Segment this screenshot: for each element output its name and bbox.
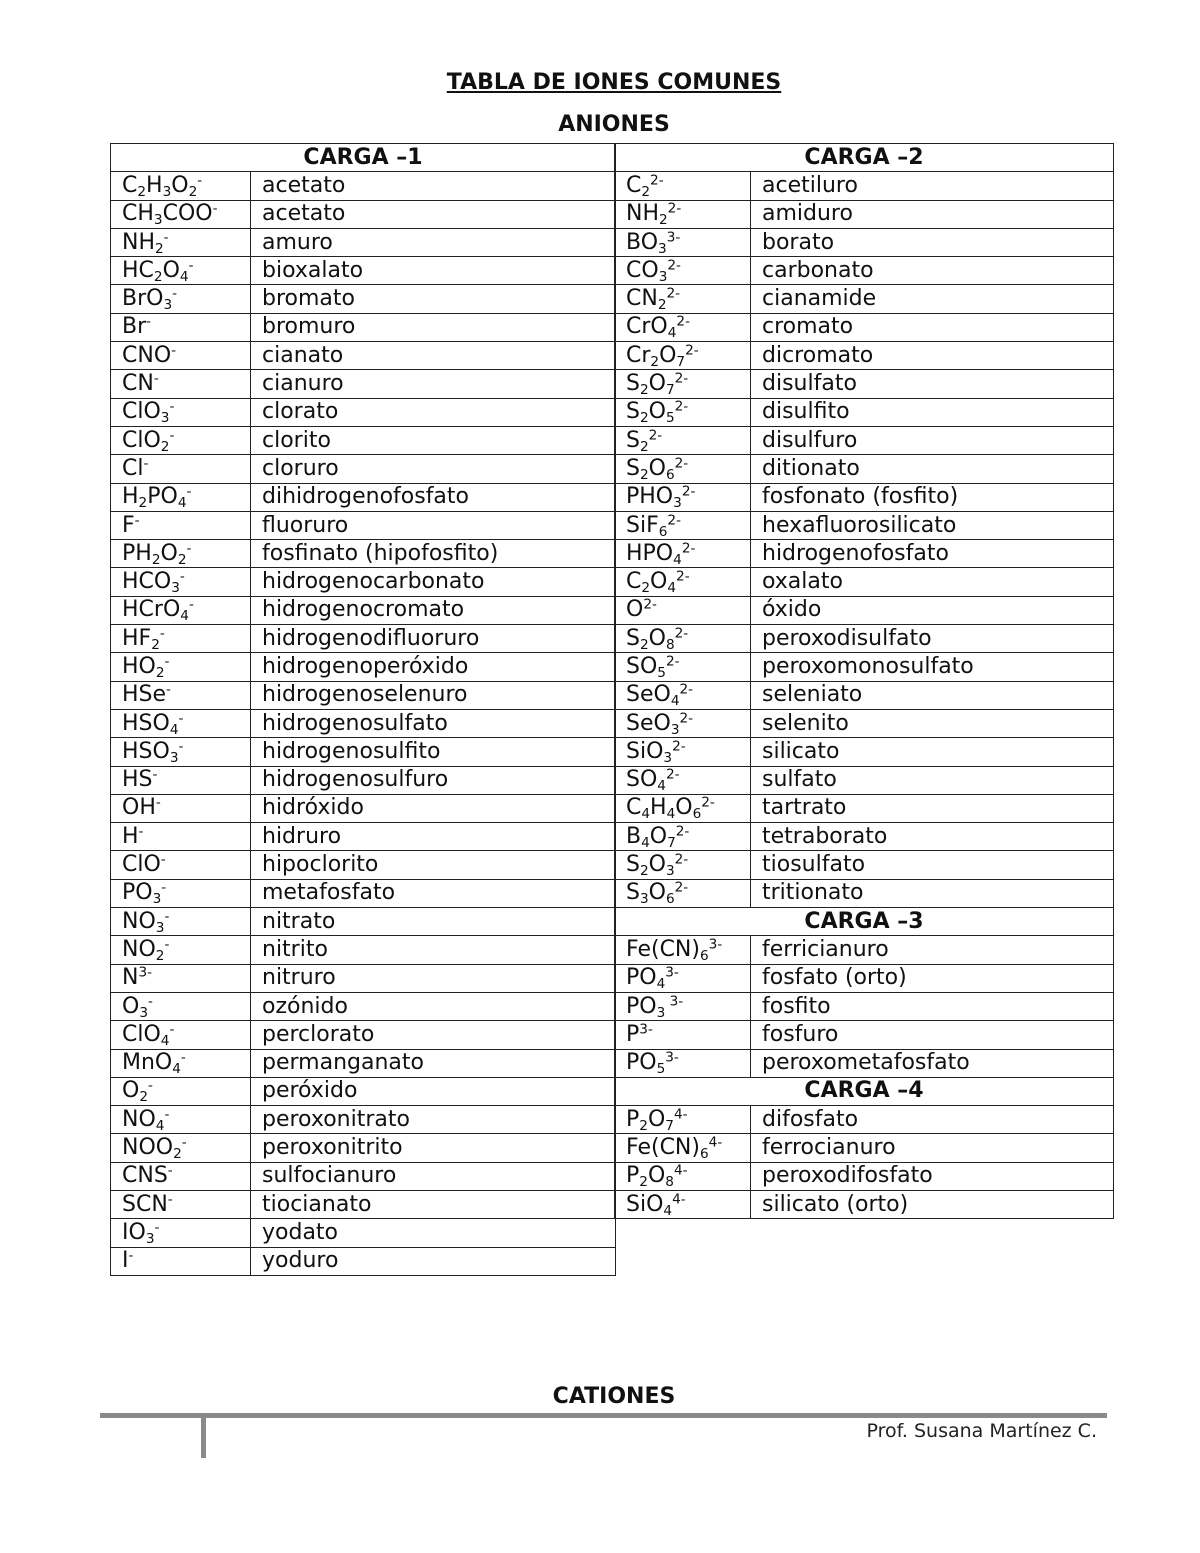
charge-header: CARGA –3 xyxy=(615,908,1114,936)
table-row xyxy=(111,342,616,370)
table-row xyxy=(111,1049,616,1077)
table-row xyxy=(111,625,616,653)
ion-name: nitrato xyxy=(251,908,616,936)
table-row xyxy=(615,1190,1114,1218)
ion-name: clorito xyxy=(251,426,616,454)
charge-header: CARGA –4 xyxy=(615,1077,1114,1105)
ion-name: ozónido xyxy=(251,992,616,1020)
table-row xyxy=(615,964,1114,992)
table-row xyxy=(111,709,616,737)
table-row xyxy=(111,653,616,681)
charge-header-row xyxy=(111,144,616,172)
table-row xyxy=(615,200,1114,228)
ion-name: peroxomonosulfato xyxy=(751,653,1114,681)
ion-name: fluoruro xyxy=(251,511,616,539)
ion-name: cianato xyxy=(251,342,616,370)
table-row xyxy=(111,370,616,398)
table-row xyxy=(615,568,1114,596)
table-row xyxy=(615,681,1114,709)
ion-name: disulfito xyxy=(751,398,1114,426)
ion-name: hipoclorito xyxy=(251,851,616,879)
table-row xyxy=(615,455,1114,483)
ion-formula: MnO$_4$- xyxy=(111,1049,251,1077)
table-row xyxy=(615,257,1114,285)
ion-name: amuro xyxy=(251,228,616,256)
ion-formula: $S_2O_7^{2-}$ xyxy=(615,370,751,398)
table-row xyxy=(111,1190,616,1218)
page-title: TABLA DE IONES COMUNES xyxy=(446,70,782,95)
ion-name: acetato xyxy=(251,200,616,228)
ion-formula: $P_2O_8^{4-}$ xyxy=(615,1162,751,1190)
anion-table-charge-2-3-4 xyxy=(614,143,1114,1219)
ion-name: disulfato xyxy=(751,370,1114,398)
ion-name: tiocianato xyxy=(251,1190,616,1218)
table-row xyxy=(111,851,616,879)
table-row xyxy=(111,398,616,426)
ion-name: hidróxido xyxy=(251,794,616,822)
ion-name: hidrogenosulfuro xyxy=(251,766,616,794)
ion-name: ditionato xyxy=(751,455,1114,483)
ion-formula: $NO_2^-$ xyxy=(111,936,251,964)
ion-formula: OH- xyxy=(111,794,251,822)
ion-formula: $P^{3-}$ xyxy=(615,1021,751,1049)
ion-formula: $S_2O_8^{2-}$ xyxy=(615,625,751,653)
ion-name: dihidrogenofosfato xyxy=(251,483,616,511)
ion-name: nitruro xyxy=(251,964,616,992)
ion-formula: $CN_2^{2-}$ xyxy=(615,285,751,313)
table-row xyxy=(615,228,1114,256)
ion-name: fosfinato (hipofosfito) xyxy=(251,540,616,568)
ion-formula: $NOO_2^-$ xyxy=(111,1134,251,1162)
table-row xyxy=(111,200,616,228)
ion-name: tiosulfato xyxy=(751,851,1114,879)
table-row xyxy=(111,426,616,454)
table-row xyxy=(615,313,1114,341)
anion-table-charge-1 xyxy=(110,143,616,1276)
ion-formula: $S_2O_5^{2-}$ xyxy=(615,398,751,426)
ion-name: metafosfato xyxy=(251,879,616,907)
ion-name: selenito xyxy=(751,709,1114,737)
ion-name: hidrogenofosfato xyxy=(751,540,1114,568)
ion-formula: SiO$_4^{4-}$ xyxy=(615,1190,751,1218)
ion-name: sulfato xyxy=(751,766,1114,794)
table-row xyxy=(615,370,1114,398)
table-row xyxy=(111,285,616,313)
table-row xyxy=(615,172,1114,200)
table-row xyxy=(111,228,616,256)
ion-formula: $C_2H_3O_2^-$ xyxy=(111,172,251,200)
ion-name: cromato xyxy=(751,313,1114,341)
table-row xyxy=(111,879,616,907)
table-row xyxy=(111,1021,616,1049)
ion-name: silicato (orto) xyxy=(751,1190,1114,1218)
ion-name: ferricianuro xyxy=(751,936,1114,964)
table-row xyxy=(615,653,1114,681)
ion-name: fosfato (orto) xyxy=(751,964,1114,992)
ion-name: sulfocianuro xyxy=(251,1162,616,1190)
table-row xyxy=(615,823,1114,851)
ion-name: cianuro xyxy=(251,370,616,398)
ion-formula: $Cr_2O_7^{2-}$ xyxy=(615,342,751,370)
ion-formula: $PO_3$ $^{3-}$ xyxy=(615,992,751,1020)
ion-formula: $HC_2O_4^-$ xyxy=(111,257,251,285)
ion-formula: $HPO_4^{2-}$ xyxy=(615,540,751,568)
ion-name: difosfato xyxy=(751,1106,1114,1134)
ion-name: hidrogenoperóxido xyxy=(251,653,616,681)
ion-formula: $B_4O_7^{2-}$ xyxy=(615,823,751,851)
ion-formula: $PH_2O_2^-$ xyxy=(111,540,251,568)
ion-name: borato xyxy=(751,228,1114,256)
table-row xyxy=(111,738,616,766)
ion-formula: $HF_2^-$ xyxy=(111,625,251,653)
ion-formula: CNS- xyxy=(111,1162,251,1190)
ion-name: seleniato xyxy=(751,681,1114,709)
table-row xyxy=(111,908,616,936)
table-row xyxy=(615,1106,1114,1134)
ion-formula: $HSO_3^-$ xyxy=(111,738,251,766)
charge-header-row xyxy=(615,1077,1114,1105)
ion-formula: $HCO_3^-$ xyxy=(111,568,251,596)
ion-name: acetato xyxy=(251,172,616,200)
table-row xyxy=(111,964,616,992)
ion-name: hidruro xyxy=(251,823,616,851)
table-row xyxy=(615,709,1114,737)
ion-formula: $S_2O_6^{2-}$ xyxy=(615,455,751,483)
table-row xyxy=(111,794,616,822)
ion-name: fosfito xyxy=(751,992,1114,1020)
table-row xyxy=(111,681,616,709)
ion-formula: $NH_2^{2-}$ xyxy=(615,200,751,228)
ion-name: yoduro xyxy=(251,1247,616,1275)
table-row xyxy=(111,1162,616,1190)
ion-name: bioxalato xyxy=(251,257,616,285)
ion-name: fosfonato (fosfito) xyxy=(751,483,1114,511)
ion-formula: HSe- xyxy=(111,681,251,709)
ion-formula: CN- xyxy=(111,370,251,398)
ion-name: hidrogenocarbonato xyxy=(251,568,616,596)
ion-name: dicromato xyxy=(751,342,1114,370)
ion-formula: I- xyxy=(111,1247,251,1275)
ion-formula: $Fe(CN)_6^{4-}$ xyxy=(615,1134,751,1162)
charge-header: CARGA –1 xyxy=(111,144,616,172)
ion-name: cianamide xyxy=(751,285,1114,313)
ion-formula: ClO$_4$- xyxy=(111,1021,251,1049)
table-row xyxy=(615,625,1114,653)
table-row xyxy=(615,540,1114,568)
ion-formula: SiO$_3^{2-}$ xyxy=(615,738,751,766)
ion-formula: $PHO_3^{2-}$ xyxy=(615,483,751,511)
ion-formula: $P_2O_7^{4-}$ xyxy=(615,1106,751,1134)
ion-formula: $HO_2^-$ xyxy=(111,653,251,681)
ion-formula: $S_2O_3^{2-}$ xyxy=(615,851,751,879)
ion-name: clorato xyxy=(251,398,616,426)
ion-formula: F- xyxy=(111,511,251,539)
table-row xyxy=(111,257,616,285)
ion-name: hidrogenocromato xyxy=(251,596,616,624)
ion-name: bromuro xyxy=(251,313,616,341)
ion-formula: $NO_3^-$ xyxy=(111,908,251,936)
table-row xyxy=(111,511,616,539)
ion-formula: $S_2^{2-}$ xyxy=(615,426,751,454)
ion-name: silicato xyxy=(751,738,1114,766)
table-row xyxy=(111,455,616,483)
ion-formula: $S_3O_6^{2-}$ xyxy=(615,879,751,907)
ion-name: ferrocianuro xyxy=(751,1134,1114,1162)
ion-formula: CrO$_4^{2-}$ xyxy=(615,313,751,341)
ion-formula: $C_2O_4^{2-}$ xyxy=(615,568,751,596)
ion-name: peroxonitrito xyxy=(251,1134,616,1162)
ion-name: peroxometafosfato xyxy=(751,1049,1114,1077)
ion-name: hexafluorosilicato xyxy=(751,511,1114,539)
charge-header-row xyxy=(615,908,1114,936)
ion-formula: Cl- xyxy=(111,455,251,483)
table-row xyxy=(111,823,616,851)
ion-name: fosfuro xyxy=(751,1021,1114,1049)
table-row xyxy=(111,172,616,200)
table-row xyxy=(615,738,1114,766)
table-row xyxy=(111,992,616,1020)
table-row xyxy=(111,483,616,511)
table-row xyxy=(111,1077,616,1105)
charge-header: CARGA –2 xyxy=(615,144,1114,172)
section-title-cationes: CATIONES xyxy=(552,1384,676,1409)
table-row xyxy=(615,285,1114,313)
table-row xyxy=(615,342,1114,370)
footer-author: Prof. Susana Martínez C. xyxy=(866,1420,1097,1442)
section-title-aniones: ANIONES xyxy=(558,112,670,137)
ion-formula: $SO_5^{2-}$ xyxy=(615,653,751,681)
ion-formula: $NH_2^-$ xyxy=(111,228,251,256)
ion-formula: $C_2^{2-}$ xyxy=(615,172,751,200)
ion-formula: $Fe(CN)_6^{3-}$ xyxy=(615,936,751,964)
table-row xyxy=(615,511,1114,539)
ion-name: tritionato xyxy=(751,879,1114,907)
charge-header-row xyxy=(615,144,1114,172)
table-row xyxy=(111,936,616,964)
ion-name: nitrito xyxy=(251,936,616,964)
table-row xyxy=(111,1219,616,1247)
table-row xyxy=(615,1134,1114,1162)
table-row xyxy=(615,1162,1114,1190)
ion-name: peroxodifosfato xyxy=(751,1162,1114,1190)
ion-name: peroxodisulfato xyxy=(751,625,1114,653)
ion-name: permanganato xyxy=(251,1049,616,1077)
table-row xyxy=(615,426,1114,454)
table-row xyxy=(615,992,1114,1020)
table-row xyxy=(111,1247,616,1275)
table-row xyxy=(615,851,1114,879)
ion-name: yodato xyxy=(251,1219,616,1247)
ion-name: hidrogenosulfato xyxy=(251,709,616,737)
table-row xyxy=(111,596,616,624)
ion-name: hidrogenosulfito xyxy=(251,738,616,766)
ion-formula: HCrO$_4$- xyxy=(111,596,251,624)
ion-name: disulfuro xyxy=(751,426,1114,454)
ion-formula: $CO_3^{2-}$ xyxy=(615,257,751,285)
table-row xyxy=(615,1049,1114,1077)
ion-formula: $PO_3^-$ xyxy=(111,879,251,907)
ion-formula: SeO$_3^{2-}$ xyxy=(615,709,751,737)
ion-formula: SeO$_4^{2-}$ xyxy=(615,681,751,709)
ion-formula: ClO$_2$- xyxy=(111,426,251,454)
ion-formula: $PO_4^{3-}$ xyxy=(615,964,751,992)
table-row xyxy=(615,398,1114,426)
ion-name: peróxido xyxy=(251,1077,616,1105)
ion-formula: $O_3^-$ xyxy=(111,992,251,1020)
ion-formula: ClO- xyxy=(111,851,251,879)
table-row xyxy=(615,879,1114,907)
ion-formula: $BO_3^{3-}$ xyxy=(615,228,751,256)
table-row xyxy=(615,1021,1114,1049)
ion-name: oxalato xyxy=(751,568,1114,596)
table-row xyxy=(615,936,1114,964)
table-row xyxy=(111,568,616,596)
ion-formula: ClO$_3$- xyxy=(111,398,251,426)
table-row xyxy=(615,483,1114,511)
ion-formula: $PO_5^{3-}$ xyxy=(615,1049,751,1077)
ion-name: óxido xyxy=(751,596,1114,624)
ion-name: perclorato xyxy=(251,1021,616,1049)
ion-name: peroxonitrato xyxy=(251,1106,616,1134)
table-row xyxy=(615,794,1114,822)
ion-name: amiduro xyxy=(751,200,1114,228)
table-row xyxy=(111,313,616,341)
ion-formula: SCN- xyxy=(111,1190,251,1218)
ion-name: cloruro xyxy=(251,455,616,483)
table-row xyxy=(111,1106,616,1134)
table-row xyxy=(111,1134,616,1162)
ion-name: tartrato xyxy=(751,794,1114,822)
ion-formula: $N^{3-}$ xyxy=(111,964,251,992)
ion-name: bromato xyxy=(251,285,616,313)
ion-formula: BrO$_3$- xyxy=(111,285,251,313)
ion-formula: H- xyxy=(111,823,251,851)
table-row xyxy=(615,596,1114,624)
ion-formula: $C_4H_4O_6^{2-}$ xyxy=(615,794,751,822)
ion-formula: HS- xyxy=(111,766,251,794)
table-row xyxy=(111,766,616,794)
table-row xyxy=(111,540,616,568)
ion-formula: $IO_3^-$ xyxy=(111,1219,251,1247)
ion-formula: $O_2^-$ xyxy=(111,1077,251,1105)
ion-name: tetraborato xyxy=(751,823,1114,851)
ion-formula: $HSO_4^-$ xyxy=(111,709,251,737)
footer-tick xyxy=(201,1416,206,1458)
footer-rule xyxy=(100,1413,1107,1418)
ion-formula: $NO_4^-$ xyxy=(111,1106,251,1134)
ion-name: acetiluro xyxy=(751,172,1114,200)
ion-formula: $H_2PO_4^-$ xyxy=(111,483,251,511)
ion-formula: CNO- xyxy=(111,342,251,370)
ion-formula: $CH_3COO^-$ xyxy=(111,200,251,228)
ion-formula: $SO_4^{2-}$ xyxy=(615,766,751,794)
ion-name: hidrogenoselenuro xyxy=(251,681,616,709)
ion-formula: $O^{2-}$ xyxy=(615,596,751,624)
table-row xyxy=(615,766,1114,794)
ion-name: hidrogenodifluoruro xyxy=(251,625,616,653)
ion-formula: Br- xyxy=(111,313,251,341)
ion-formula: SiF$_6^{2-}$ xyxy=(615,511,751,539)
ion-name: carbonato xyxy=(751,257,1114,285)
